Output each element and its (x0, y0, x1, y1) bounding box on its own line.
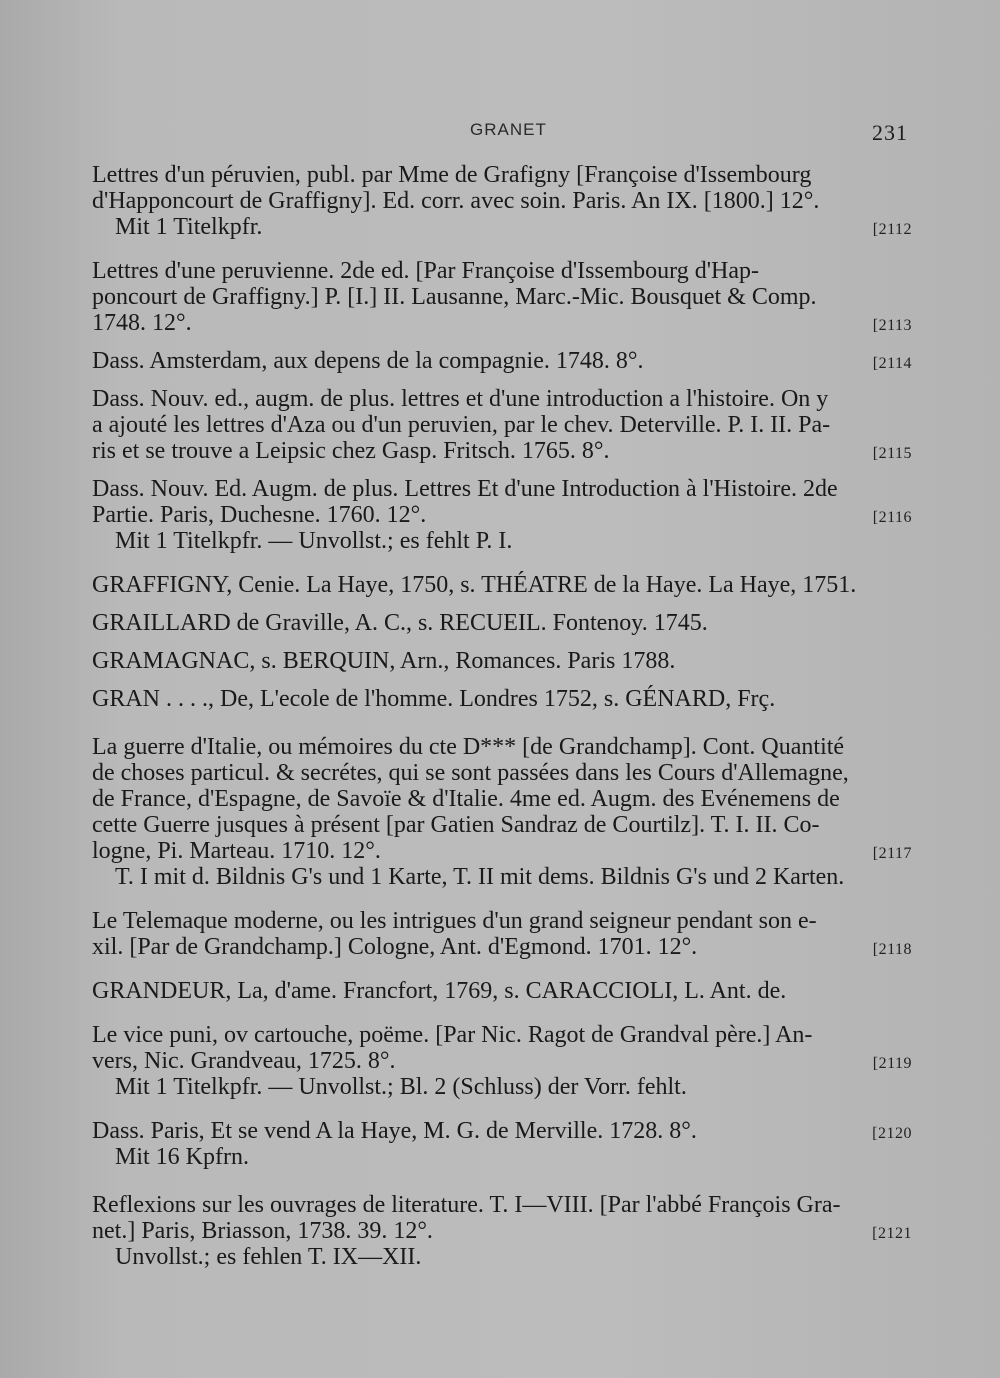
entry-number: [2116 (872, 509, 912, 526)
catalog-entry (92, 1118, 920, 1170)
entry-line: a ajouté les lettres d'Aza ou d'un peruvien, par le chev. Deterville. P. I. II. Pa- (92, 412, 831, 438)
catalog-entry (92, 1192, 920, 1270)
entry-line: de choses particul. & secrétes, qui se sont passées dans les Cours d'Allemagne, (92, 760, 849, 786)
entry-number: [2117 (872, 845, 912, 862)
entry-note: T. I mit d. Bildnis G's und 1 Karte, T. II mit dems. Bildnis G's und 2 Karten. (115, 864, 845, 890)
entry-note: Mit 1 Titelkpfr. — Unvollst.; es fehlt P. I. (115, 528, 513, 554)
entry-line: GRAMAGNAC, s. BERQUIN, Arn., Romances. Paris 1788. (92, 648, 676, 674)
entry-line: Le vice puni, ov cartouche, poëme. [Par Nic. Ragot de Grandval père.] An- (92, 1022, 813, 1048)
entry-line: Lettres d'une peruvienne. 2de ed. [Par Françoise d'Issembourg d'Hap- (92, 258, 759, 284)
entry-line: logne, Pi. Marteau. 1710. 12°. [2117 (92, 838, 920, 864)
entry-line: 1748. 12°. [2113 (92, 310, 920, 336)
catalog-entry (92, 476, 920, 554)
entry-line: GRAFFIGNY, Cenie. La Haye, 1750, s. THÉATRE de la Haye. La Haye, 1751. (92, 572, 857, 598)
entry-line: d'Happoncourt de Graffigny]. Ed. corr. avec soin. Paris. An IX. [1800.] 12°. (92, 188, 820, 214)
catalog-entry (92, 162, 920, 240)
cross-reference (92, 610, 920, 636)
entry-line: Partie. Paris, Duchesne. 1760. 12°. [2116 (92, 502, 920, 528)
entry-line: Dass. Nouv. ed., augm. de plus. lettres et d'une introduction a l'histoire. On y (92, 386, 829, 412)
entry-note: Mit 1 Titelkpfr. [2112 (92, 214, 920, 240)
running-head: GRANET (470, 120, 547, 139)
entry-note: Mit 16 Kpfrn. (115, 1144, 249, 1170)
entry-line: Dass. Amsterdam, aux depens de la compagnie. 1748. 8°. [2114 (92, 348, 920, 374)
entry-line: xil. [Par de Grandchamp.] Cologne, Ant. d'Egmond. 1701. 12°. [2118 (92, 934, 920, 960)
entry-line: Lettres d'un péruvien, publ. par Mme de Grafigny [Françoise d'Issembourg (92, 162, 812, 188)
entry-note: Mit 1 Titelkpfr. — Unvollst.; Bl. 2 (Schluss) der Vorr. fehlt. (115, 1074, 687, 1100)
entry-number: [2121 (872, 1225, 912, 1242)
entry-line: La guerre d'Italie, ou mémoires du cte D*** [de Grandchamp]. Cont. Quantité (92, 734, 845, 760)
catalog-entry (92, 1022, 920, 1100)
catalog-entry (92, 734, 920, 890)
entry-line: Le Telemaque moderne, ou les intrigues d'un grand seigneur pendant son e- (92, 908, 817, 934)
entry-line: GRAILLARD de Graville, A. C., s. RECUEIL. Fontenoy. 1745. (92, 610, 708, 636)
entry-line: GRAN . . . ., De, L'ecole de l'homme. Londres 1752, s. GÉNARD, Frç. (92, 686, 776, 712)
entry-number: [2120 (872, 1125, 912, 1142)
entry-number: [2114 (872, 355, 912, 372)
entry-line: poncourt de Graffigny.] P. [I.] II. Lausanne, Marc.-Mic. Bousquet & Comp. (92, 284, 817, 310)
entry-line: Reflexions sur les ouvrages de literature. T. I—VIII. [Par l'abbé François Gra- (92, 1192, 841, 1218)
entry-number: [2113 (872, 317, 912, 334)
catalog-entry (92, 258, 920, 336)
cross-reference (92, 978, 920, 1004)
entry-note: Unvollst.; es fehlen T. IX—XII. (115, 1244, 422, 1270)
cross-reference (92, 572, 920, 598)
entry-line: Dass. Nouv. Ed. Augm. de plus. Lettres Et d'une Introduction à l'Histoire. 2de (92, 476, 838, 502)
entry-number: [2119 (872, 1055, 912, 1072)
entry-line: cette Guerre jusques à présent [par Gatien Sandraz de Courtilz]. T. I. II. Co- (92, 812, 820, 838)
catalog-entry (92, 908, 920, 960)
entry-line: ris et se trouve a Leipsic chez Gasp. Fritsch. 1765. 8°. [2115 (92, 438, 920, 464)
catalog-entry (92, 386, 920, 464)
entry-line: vers, Nic. Grandveau, 1725. 8°. [2119 (92, 1048, 920, 1074)
catalog-entry (92, 348, 920, 374)
cross-reference (92, 686, 920, 712)
page-number: 231 (872, 120, 908, 145)
entry-number: [2118 (872, 941, 912, 958)
entry-number: [2115 (872, 445, 912, 462)
entry-line: Dass. Paris, Et se vend A la Haye, M. G. de Merville. 1728. 8°. [2120 (92, 1118, 920, 1144)
entry-line: GRANDEUR, La, d'ame. Francfort, 1769, s. CARACCIOLI, L. Ant. de. (92, 978, 787, 1004)
entry-number: [2112 (872, 221, 912, 238)
cross-reference (92, 648, 920, 674)
catalog-body (92, 162, 920, 1282)
entry-line: net.] Paris, Briasson, 1738. 39. 12°. [2121 (92, 1218, 920, 1244)
entry-line: de France, d'Espagne, de Savoïe & d'Italie. 4me ed. Augm. des Evénemens de (92, 786, 840, 812)
